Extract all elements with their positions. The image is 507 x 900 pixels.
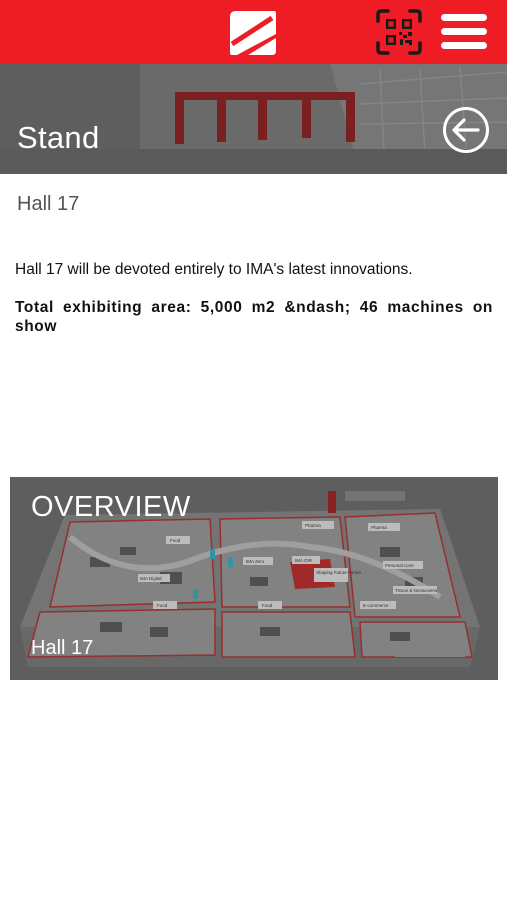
overview-title: OVERVIEW: [31, 491, 191, 523]
top-bar: [0, 0, 507, 64]
hall-description: Hall 17 will be devoted entirely to IMA's latest innovations.: [15, 261, 413, 278]
map-label: Tissue & Nonwovens: [395, 588, 438, 593]
overview-subtitle: Hall 17: [31, 637, 94, 659]
arrow-left-circle-icon[interactable]: [442, 106, 490, 154]
map-label: Pharma: [305, 523, 321, 528]
ima-logo-icon[interactable]: [228, 8, 278, 56]
map-label: IMA Zero: [246, 559, 265, 564]
map-label: E-commerce: [363, 603, 389, 608]
menu-line: [441, 14, 487, 21]
map-label: Food: [170, 538, 181, 543]
hall-subtitle: Hall 17: [17, 193, 80, 215]
qr-scan-icon[interactable]: [376, 9, 422, 55]
page-title: Stand: [17, 120, 100, 155]
menu-line: [441, 42, 487, 49]
hero-background-image: [0, 64, 507, 174]
map-label: Food: [262, 603, 273, 608]
menu-line: [441, 28, 487, 35]
overview-card[interactable]: [10, 477, 498, 680]
map-label: Shaping Future Forum: [316, 570, 362, 575]
exhibiting-area-text: Total exhibiting area: 5,000 m2 &ndash; 46 machines on show: [15, 299, 493, 335]
hamburger-menu-icon[interactable]: [441, 14, 487, 50]
map-label: Food: [157, 603, 168, 608]
map-label: IMA Digital: [140, 576, 162, 581]
hero-banner: [0, 64, 507, 174]
map-label: Pharma: [371, 525, 387, 530]
map-label: IMA OIR: [295, 558, 313, 563]
map-label: Personal Care: [385, 563, 414, 568]
